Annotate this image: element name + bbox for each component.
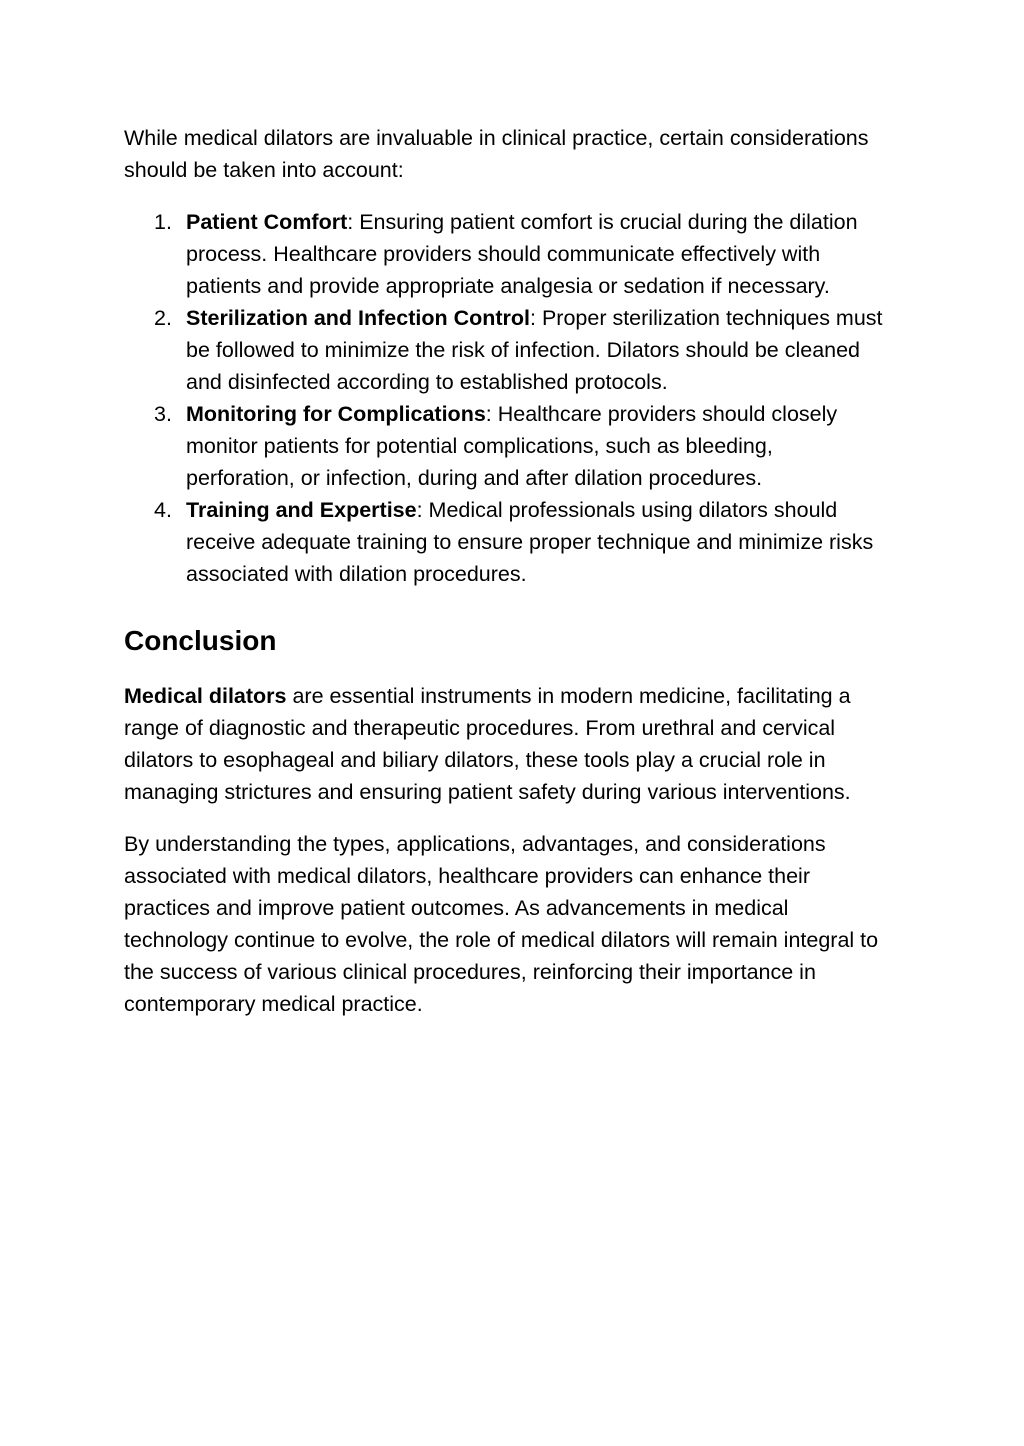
paragraph-text: are essential instruments in modern medicine, facilitating a range of diagnostic and therapeutic procedures. From urethral and cervical dilators to esophageal and biliary dilators, these tools play a crucial role in managing strictures and ensuring patient safety during various interventions. bbox=[124, 684, 851, 804]
list-item-term: Sterilization and Infection Control bbox=[186, 306, 530, 330]
intro-paragraph: While medical dilators are invaluable in clinical practice, certain considerations should be taken into account: bbox=[124, 126, 869, 182]
document-page bbox=[124, 122, 884, 1040]
list-item bbox=[124, 302, 884, 398]
list-item bbox=[124, 398, 884, 494]
considerations-list bbox=[124, 206, 884, 590]
list-item-term: Patient Comfort bbox=[186, 210, 348, 234]
list-item-term: Monitoring for Complications bbox=[186, 402, 486, 426]
bold-term: Medical dilators bbox=[124, 684, 287, 708]
conclusion-paragraph-1 bbox=[124, 680, 884, 808]
list-item-text: : Medical professionals using dilators should receive adequate training to ensure proper technique and minimize risks associated with dilation procedures. bbox=[186, 498, 874, 586]
list-number: 2. bbox=[154, 306, 172, 330]
list-item-text: : Healthcare providers should closely monitor patients for potential complications, such as bleeding, perforation, or infection, during and after dilation procedures. bbox=[186, 402, 838, 490]
list-item bbox=[124, 206, 884, 302]
list-number: 3. bbox=[154, 402, 172, 426]
list-item bbox=[124, 494, 884, 590]
list-number: 4. bbox=[154, 498, 172, 522]
conclusion-paragraph-2: By understanding the types, applications, advantages, and considerations associated with medical dilators, healthcare providers can enhance their practices and improve patient outcomes. As advancements in medical technology continue to evolve, the role of medical dilators will remain integral to the success of various clinical procedures, reinforcing their importance in contemporary medical practice. bbox=[124, 832, 879, 1016]
section-heading: Conclusion bbox=[124, 625, 277, 656]
list-item-term: Training and Expertise bbox=[186, 498, 417, 522]
list-number: 1. bbox=[154, 210, 172, 234]
list-item-text: : Ensuring patient comfort is crucial during the dilation process. Healthcare providers should communicate effectively with patients and provide appropriate analgesia or sedation if necessary. bbox=[186, 210, 858, 298]
list-item-text: : Proper sterilization techniques must be followed to minimize the risk of infection. Dilators should be cleaned and disinfected according to established protocols. bbox=[186, 306, 883, 394]
